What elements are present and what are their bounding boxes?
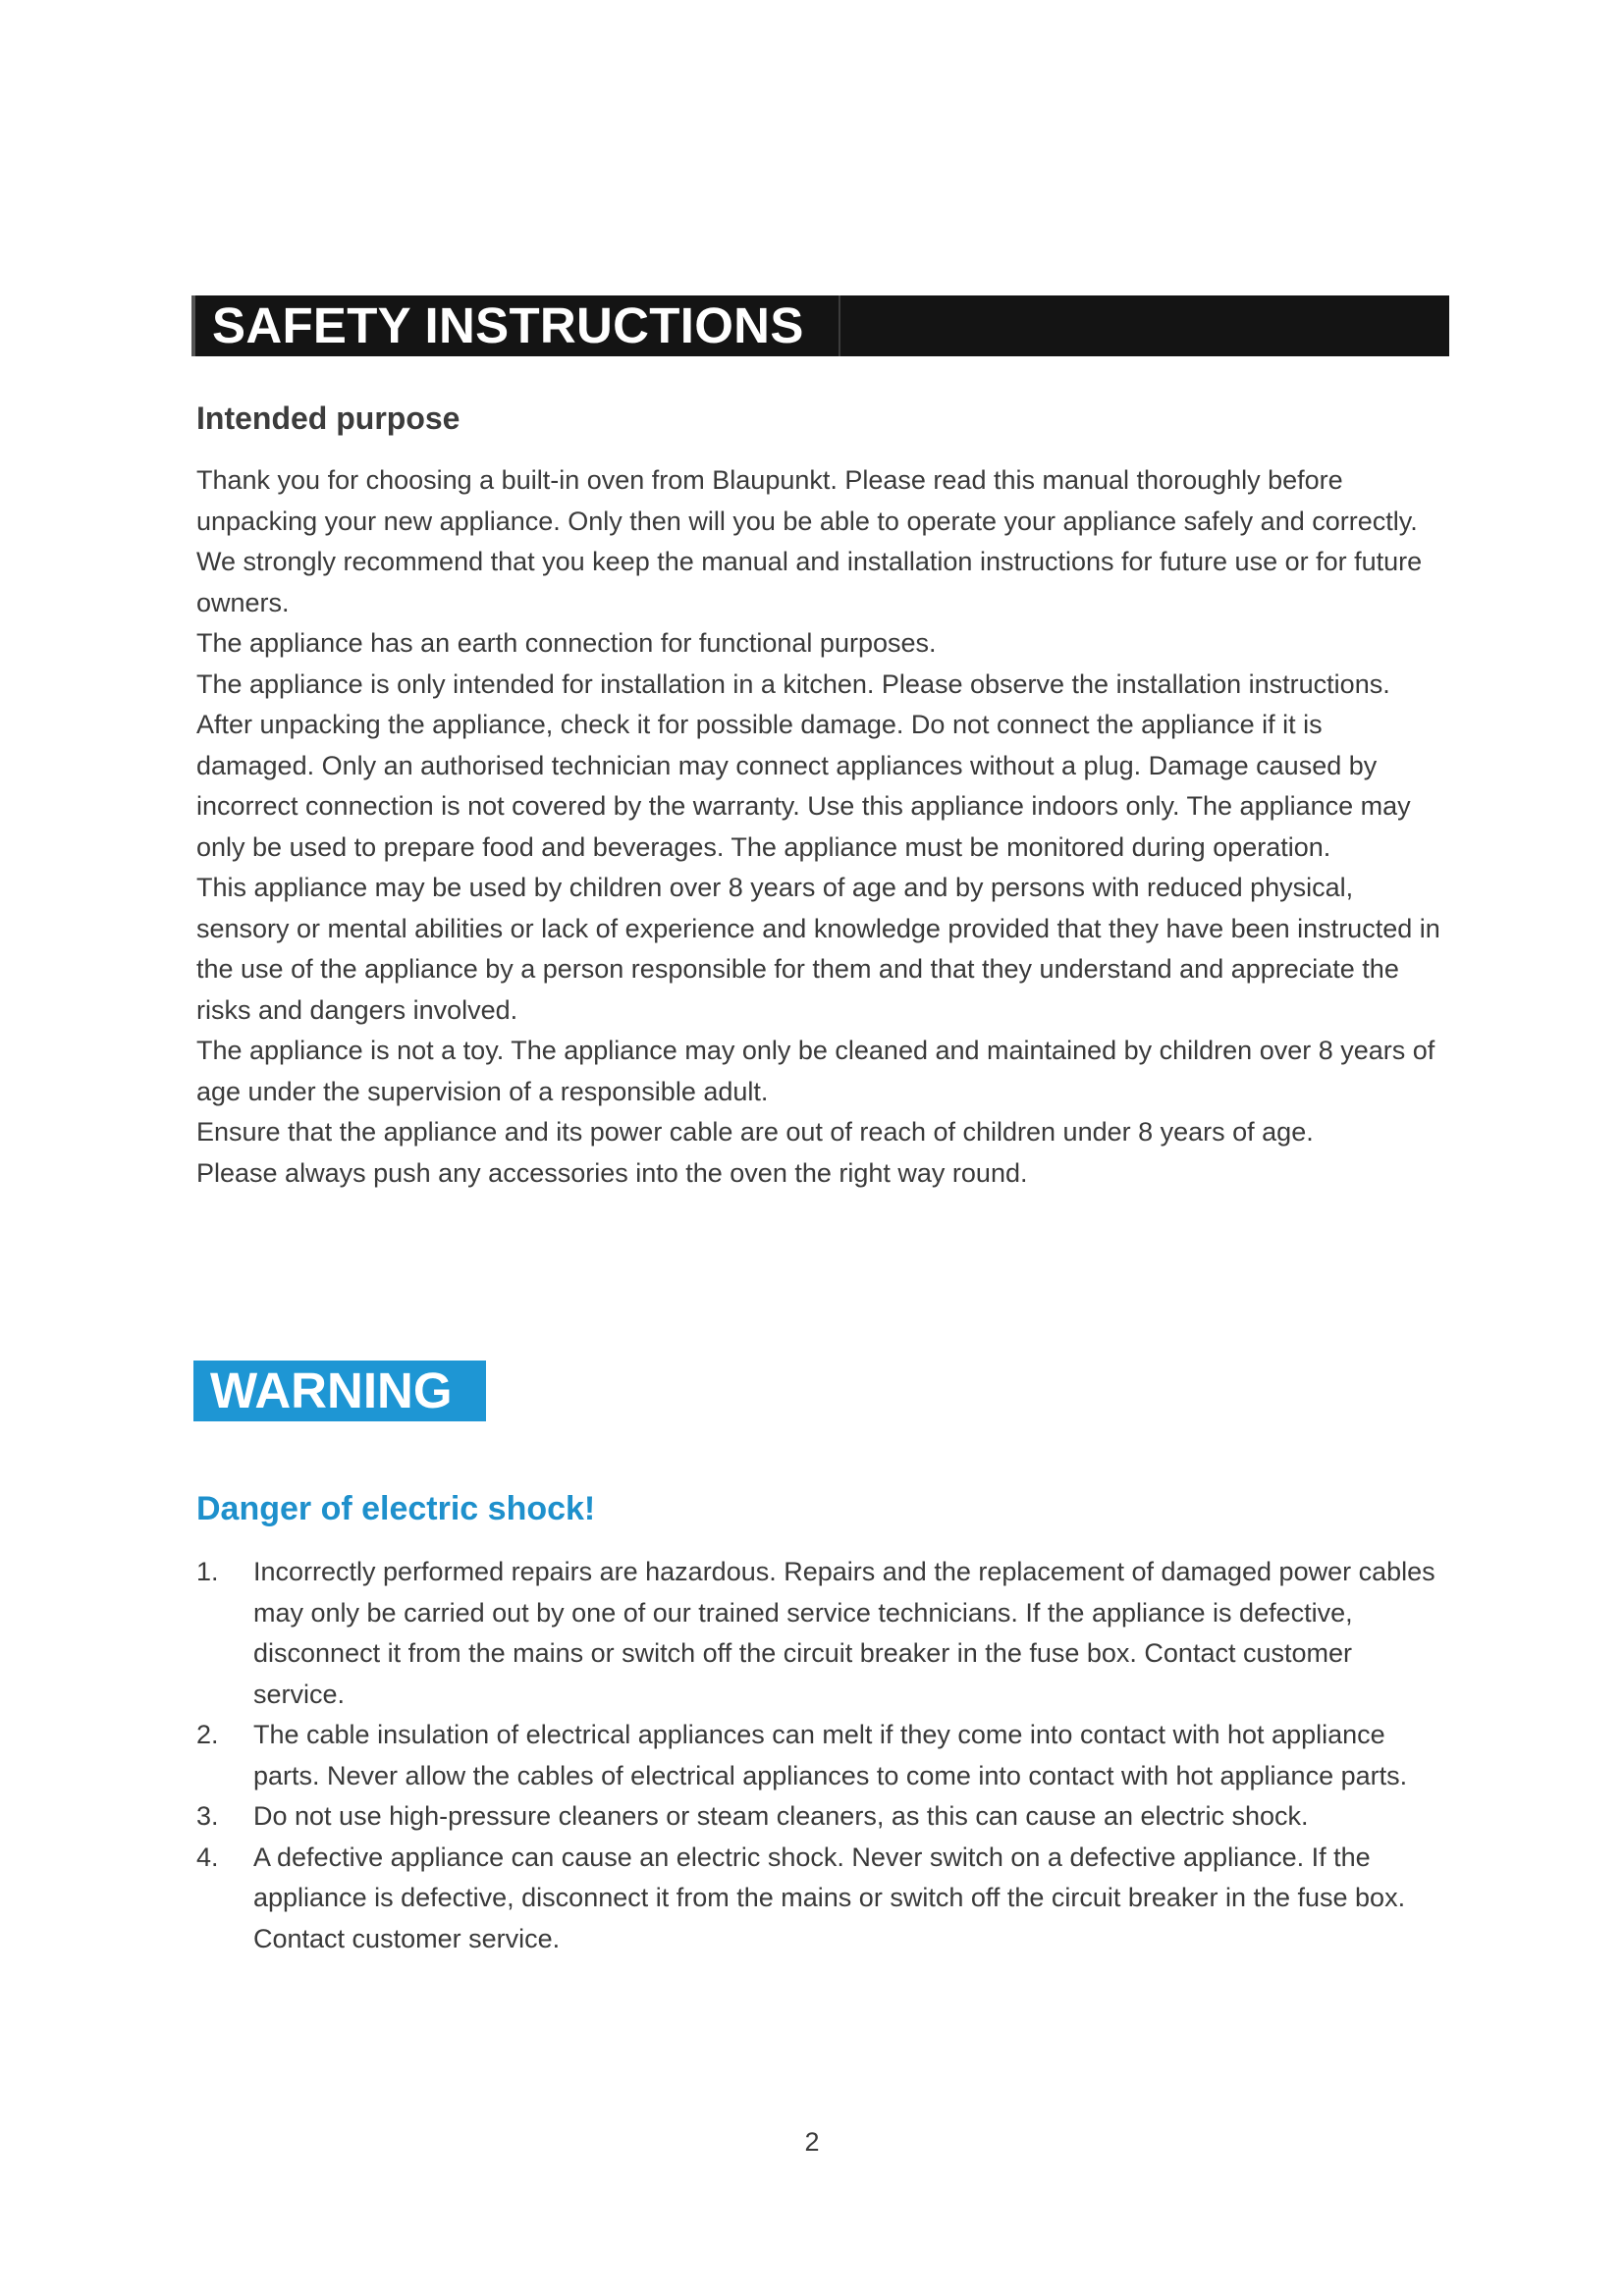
paragraph: The appliance has an earth connection for functional purposes. bbox=[196, 628, 937, 658]
section-title-bar bbox=[191, 295, 1449, 356]
page-title: SAFETY INSTRUCTIONS bbox=[212, 297, 804, 353]
list-item-number: 2. bbox=[196, 1720, 219, 1749]
paragraph: Thank you for choosing a built-in oven from Blaupunkt. Please read this manual thoroughly before unpacking your new appliance. Only then will you be able to operate your appliance safely and correctly. We strongly recommend that you keep the manual and installation instructions for future use or for future owners. bbox=[196, 465, 1423, 617]
list-item bbox=[196, 1796, 1443, 1838]
page-number: 2 bbox=[804, 2127, 820, 2157]
list-item-number: 3. bbox=[196, 1801, 219, 1831]
paragraph: Please always push any accessories into the oven the right way round. bbox=[196, 1157, 1028, 1188]
list-item-number: 4. bbox=[196, 1842, 219, 1872]
list-item-text: Do not use high-pressure cleaners or steam cleaners, as this can cause an electric shock. bbox=[253, 1801, 1309, 1831]
list-item-text: Incorrectly performed repairs are hazardous. Repairs and the replacement of damaged power cables may only be carried out by one of our trained service technicians. If the appliance is defective, disconnect it from the mains or switch off the circuit breaker in the fuse box. Contact customer service. bbox=[253, 1557, 1435, 1709]
list-item bbox=[196, 1838, 1443, 1960]
paragraph: The appliance is only intended for installation in a kitchen. Please observe the installation instructions. bbox=[196, 668, 1390, 699]
warning-label-box bbox=[193, 1361, 486, 1421]
intended-purpose-body bbox=[196, 460, 1443, 1194]
warning-label: WARNING bbox=[210, 1362, 453, 1418]
danger-heading: Danger of electric shock! bbox=[196, 1490, 596, 1527]
intended-purpose-heading: Intended purpose bbox=[196, 400, 460, 436]
paragraph: This appliance may be used by children over 8 years of age and by persons with reduced physical, sensory or mental abilities or lack of experience and knowledge provided that they have been instructed in the use of the appliance by a person responsible for them and that they understand and appreciate the risks and dangers involved. bbox=[196, 873, 1440, 1025]
title-divider bbox=[839, 295, 840, 356]
danger-list bbox=[196, 1552, 1443, 1959]
paragraph: The appliance is not a toy. The appliance may only be cleaned and maintained by children over 8 years of age under the supervision of a responsible adult. bbox=[196, 1036, 1435, 1106]
paragraph: Ensure that the appliance and its power cable are out of reach of children under 8 years of age. bbox=[196, 1117, 1314, 1147]
list-item bbox=[196, 1552, 1443, 1715]
list-item-text: A defective appliance can cause an electric shock. Never switch on a defective appliance. If the appliance is defective, disconnect it from the mains or switch off the circuit breaker in the fuse box. Contact customer service. bbox=[253, 1842, 1406, 1953]
list-item-text: The cable insulation of electrical appliances can melt if they come into contact with hot appliance parts. Never allow the cables of electrical appliances to come into contact with hot appliance parts. bbox=[253, 1720, 1408, 1790]
list-item bbox=[196, 1715, 1443, 1796]
list-item-number: 1. bbox=[196, 1557, 219, 1586]
paragraph: After unpacking the appliance, check it for possible damage. Do not connect the appliance if it is damaged. Only an authorised technician may connect appliances without a plug. Damage caused by incorrect connection is not covered by the warranty. Use this appliance indoors only. The appliance may only be used to prepare food and beverages. The appliance must be monitored during operation. bbox=[196, 710, 1411, 862]
